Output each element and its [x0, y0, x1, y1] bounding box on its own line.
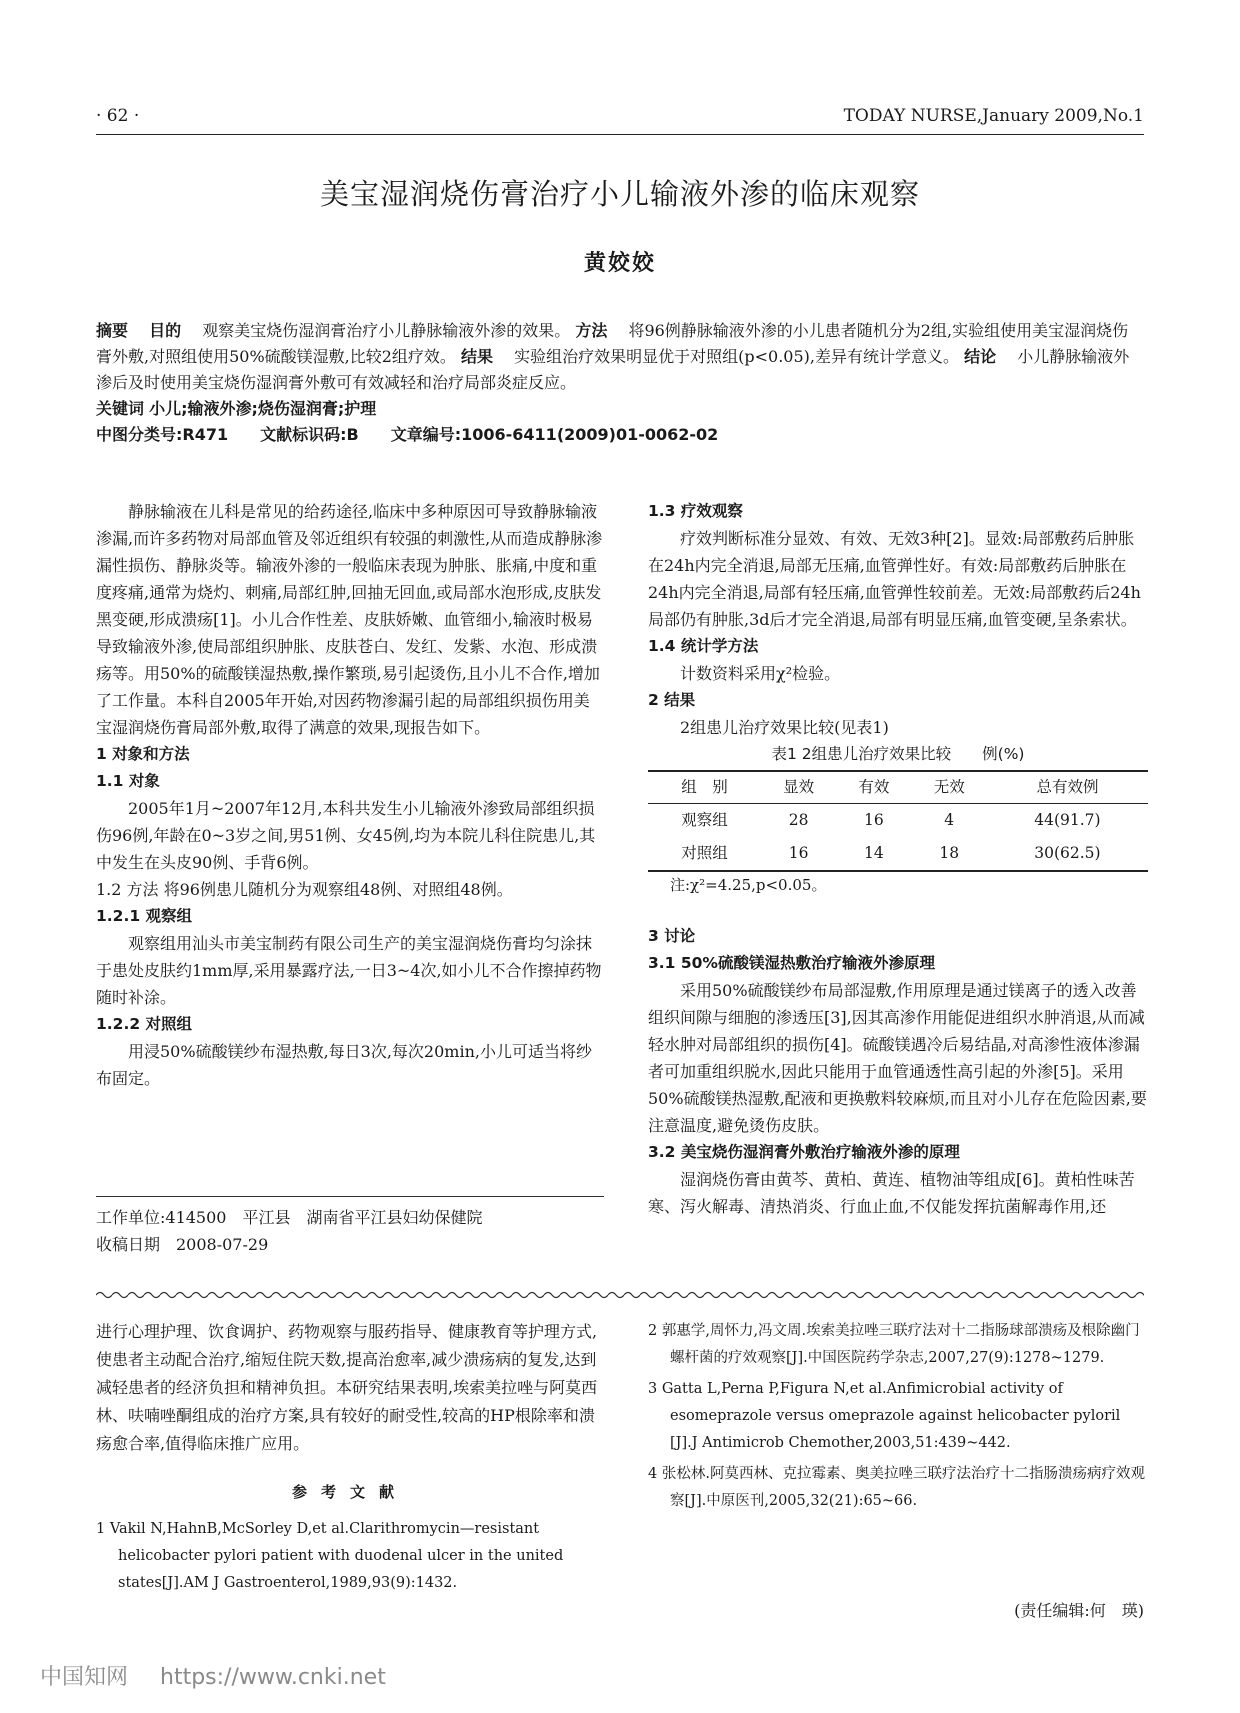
- section-heading: 1 对象和方法: [96, 745, 190, 763]
- reference-item: 4 张松林.阿莫西林、克拉霉素、奥美拉唑三联疗法治疗十二指肠溃疡病疗效观察[J].中原医刊,2005,32(21):65~66.: [648, 1466, 1145, 1509]
- table-row: [648, 804, 1148, 838]
- control-group-paragraph: 用浸50%硫酸镁纱布湿热敷,每日3次,每次20min,小儿可适当将纱布固定。: [96, 1042, 592, 1088]
- table-cell: 4: [944, 811, 955, 829]
- subsection-heading: 3.2 美宝烧伤湿润膏外敷治疗输液外渗的原理: [648, 1143, 960, 1161]
- results-table: [648, 770, 1148, 872]
- table-header-cell: 有效: [836, 771, 911, 804]
- table-caption: 表1 2组患儿治疗效果比较 例(%): [771, 745, 1025, 763]
- efficacy-paragraph: 疗效判断标准分显效、有效、无效3种[2]。显效:局部敷药后肿胀在24h内完全消退,局部无压痛,血管弹性好。有效:局部敷药后肿胀在24h内完全消退,局部有轻压痛,血管弹性较前差。无效:局部敷药后24h局部仍有肿胀,3d后才完全消退,局部有明显压痛,血管变硬,呈条索状。: [648, 529, 1141, 629]
- observation-group-paragraph: 观察组用汕头市美宝制药有限公司生产的美宝湿润烧伤膏均匀涂抹于患处皮肤约1mm厚,采用暴露疗法,一日3~4次,如小儿不合作擦掉药物随时补涂。: [96, 934, 602, 1007]
- continued-paragraph: 进行心理护理、饮食调护、药物观察与服药指导、健康教育等护理方式,使患者主动配合治疗,缩短住院天数,提高治愈率,减少溃疡病的复发,达到减轻患者的经济负担和精神负担。本研究结果表明,埃索美拉唑与阿莫西林、呋喃唑酮组成的治疗方案,具有较好的耐受性,较高的HP根除率和溃疡愈合率,值得临床推广应用。: [96, 1322, 598, 1453]
- references-title: 参考文献: [291, 1483, 408, 1501]
- results-paragraph: 2组患儿治疗效果比较(见表1): [680, 718, 889, 737]
- work-unit: 工作单位:414500 平江县 湖南省平江县妇幼保健院: [96, 1208, 483, 1227]
- subsection-heading: 1.2.1 观察组: [96, 907, 193, 925]
- reference-item: 1 Vakil N,HahnB,McSorley D,et al.Clarithromycin—resistant helicobacter pylori patient with duodenal ulcer in the united states[J].AM J Gastroenterol,1989,93(9):1432.: [96, 1521, 564, 1591]
- journal-info: TODAY NURSE,January 2009,No.1: [843, 106, 1144, 126]
- reference-item: 3 Gatta L,Perna P,Figura N,et al.Anfimicrobial activity of esomeprazole versus omeprazole against helicobacter pyloril [J].J Antimicrob Chemother,2003,51:439~442.: [648, 1381, 1121, 1451]
- method-text: 将96例静脉输液外渗的小儿患者随机分为2组,实验组使用美宝湿润烧伤膏外敷,对照组使用50%硫酸镁湿敷,比较2组疗效。: [96, 321, 1129, 366]
- subsection-heading: 1.1 对象: [96, 772, 160, 790]
- table-header-row: [648, 771, 1148, 804]
- wavy-separator: [96, 1290, 1144, 1300]
- subsection-heading: 1.3 疗效观察: [648, 502, 743, 520]
- section-heading: 3 讨论: [648, 927, 696, 945]
- intro-paragraph: 静脉输液在儿科是常见的给药途径,临床中多种原因可导致静脉输液渗漏,而许多药物对局部血管及邻近组织有较强的刺激性,从而造成静脉渗漏性损伤、静脉炎等。输液外渗的一般临床表现为肿胀、胀痛,中度和重度疼痛,通常为烧灼、刺痛,局部红肿,回抽无回血,或局部水泡形成,皮肤发黑变硬,形成溃疡[1]。小儿合作性差、皮肤娇嫩、血管细小,输液时极易导致输液外渗,使局部组织肿胀、皮肤苍白、发红、发紫、水泡、形成溃疡等。用50%的硫酸镁湿热敷,操作繁琐,易引起烫伤,且小儿不合作,增加了工作量。本科自2005年开始,对因药物渗漏引起的局部组织损伤用美宝湿润烧伤膏局部外敷,取得了满意的效果,现报告如下。: [96, 502, 603, 737]
- table-cell: 18: [912, 837, 987, 871]
- lower-right-column: [648, 1318, 1148, 1519]
- table-cell: 对照组: [648, 837, 761, 871]
- table-cell: 16: [864, 811, 884, 829]
- lower-left-column: [96, 1318, 604, 1597]
- result-label: 结果: [461, 347, 494, 366]
- table-header-cell: 组 别: [648, 771, 761, 804]
- table-cell: 44(91.7): [1034, 811, 1101, 829]
- page-number: · 62 ·: [96, 106, 140, 126]
- left-column: [96, 498, 604, 1092]
- article-author: 黄姣姣: [583, 251, 656, 276]
- table-cell: 观察组: [681, 811, 728, 829]
- keywords-label: 关键词: [96, 399, 145, 418]
- result-text: 实验组治疗效果明显优于对照组(p<0.05),差异有统计学意义。: [514, 347, 959, 366]
- subjects-paragraph: 2005年1月~2007年12月,本科共发生小儿输液外渗致局部组织损伤96例,年龄在0~3岁之间,男51例、女45例,均为本院儿科住院患儿,其中发生在头皮90例、手背6例。: [96, 799, 596, 872]
- table-note: 注:χ²=4.25,p<0.05。: [670, 876, 827, 894]
- table-cell: 14: [836, 837, 911, 871]
- keywords-text: 小儿;输液外渗;烧伤湿润膏;护理: [149, 399, 377, 418]
- objective-text: 观察美宝烧伤湿润膏治疗小儿静脉输液外渗的效果。: [202, 321, 571, 340]
- discussion-paragraph: 采用50%硫酸镁纱布局部湿敷,作用原理是通过镁离子的透入改善组织间隙与细胞的渗透压[3],因其高渗作用能促进组织水肿消退,从而减轻水肿对局部组织的损伤[4]。硫酸镁遇冷后易结晶,对高渗性液体渗漏者可加重组织脱水,因此只能用于血管通透性高引起的外渗[5]。采用50%硫酸镁热湿敷,配液和更换敷料较麻烦,而且对小儿存在危险因素,要注意温度,避免烫伤皮肤。: [648, 981, 1147, 1135]
- article-title: 美宝湿润烧伤膏治疗小儿输液外渗的临床观察: [319, 177, 920, 211]
- discussion-paragraph: 湿润烧伤膏由黄芩、黄柏、黄连、植物油等组成[6]。黄柏性味苦寒、泻火解毒、清热消炎、行血止血,不仅能发挥抗菌解毒作用,还: [648, 1170, 1135, 1216]
- objective-label: 目的: [149, 321, 182, 340]
- table-cell: 28: [788, 811, 809, 829]
- subsection-heading: 1.4 统计学方法: [648, 637, 759, 655]
- subsection-heading: 1.2.2 对照组: [96, 1015, 193, 1033]
- watermark-brand: 中国知网: [40, 1665, 129, 1690]
- table-cell: 16: [761, 837, 836, 871]
- abstract-paragraph: [96, 318, 1144, 396]
- cnki-watermark: [40, 1660, 386, 1691]
- conclusion-text: 小儿静脉输液外渗后及时使用美宝烧伤湿润膏外敷可有效减轻和治疗局部炎症反应。: [96, 347, 1130, 392]
- table-cell: 30(62.5): [987, 837, 1148, 871]
- footnote: [96, 1204, 482, 1258]
- footnote-rule: [96, 1196, 604, 1197]
- watermark-url: https://www.cnki.net: [160, 1665, 386, 1690]
- classification-line: [96, 422, 1144, 448]
- received-date: 收稿日期 2008-07-29: [96, 1235, 269, 1254]
- table-header-cell: 显效: [761, 771, 836, 804]
- right-column: [648, 498, 1148, 1220]
- method-label: 方法: [575, 321, 608, 340]
- editor-credit: (责任编辑:何 瑛): [1014, 1601, 1144, 1620]
- table-header-cell: 无效: [912, 771, 987, 804]
- abstract-block: [96, 318, 1144, 448]
- table-header-cell: 总有效例: [987, 771, 1148, 804]
- reference-item: 2 郭惠学,周怀力,冯文周.埃索美拉唑三联疗法对十二指肠球部溃疡及根除幽门螺杆菌的疗效观察[J].中国医院药学杂志,2007,27(9):1278~1279.: [648, 1323, 1140, 1366]
- keywords-line: [96, 396, 1144, 422]
- section-heading: 2 结果: [648, 691, 696, 709]
- classification-text: 中图分类号:R471 文献标识码:B 文章编号:1006-6411(2009)01-0062-02: [96, 425, 719, 444]
- header-rule: [96, 134, 1144, 135]
- conclusion-label: 结论: [964, 347, 997, 366]
- table-row: [648, 837, 1148, 871]
- abstract-label: 摘要: [96, 321, 129, 340]
- statistics-paragraph: 计数资料采用χ²检验。: [680, 664, 841, 683]
- subsection-heading: 3.1 50%硫酸镁湿热敷治疗输液外渗原理: [648, 954, 935, 972]
- methods-paragraph: 1.2 方法 将96例患儿随机分为观察组48例、对照组48例。: [96, 880, 513, 899]
